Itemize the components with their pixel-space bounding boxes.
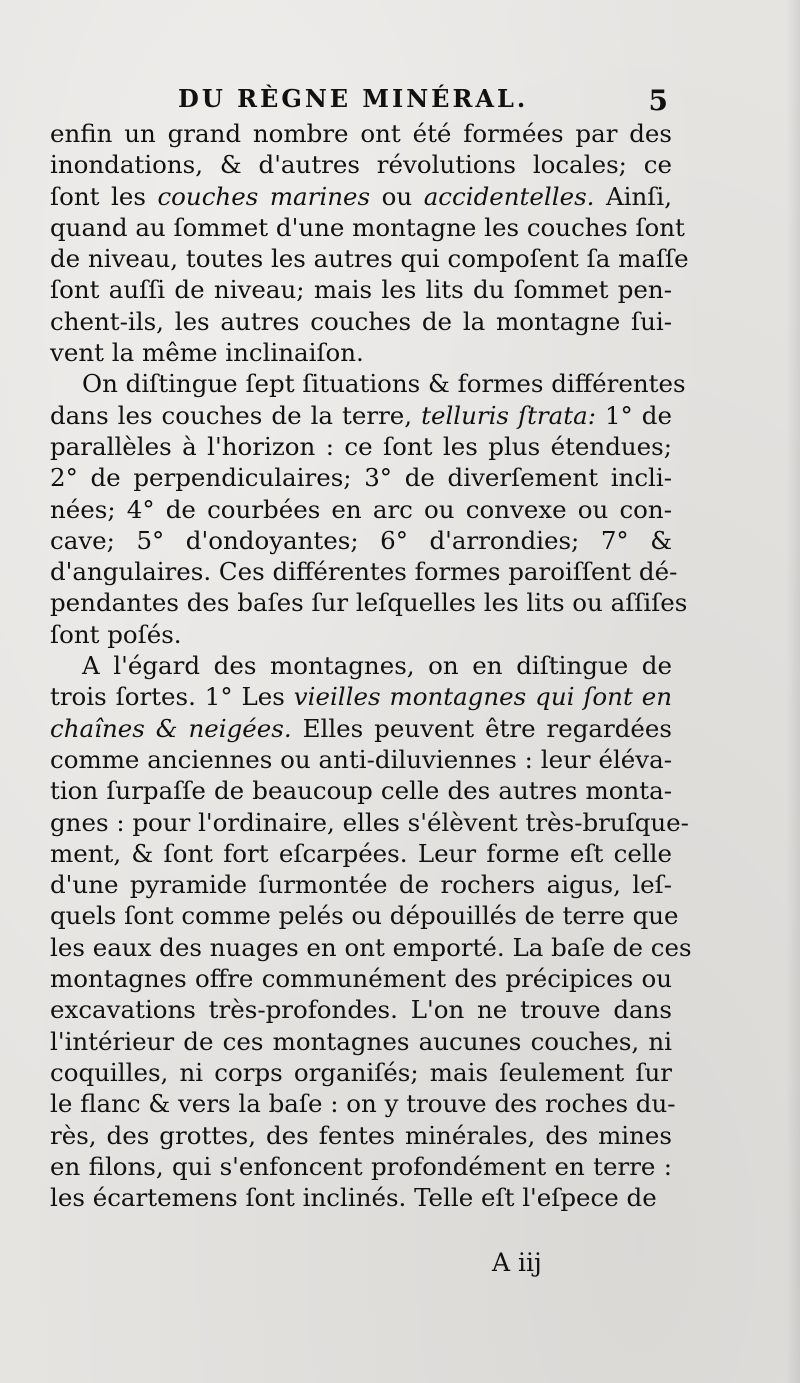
text-line [50, 1088, 676, 1119]
line-text: chent-ils, les autres couches de la montagne ſui- [50, 306, 672, 336]
text-line [50, 306, 672, 337]
line-text: en filons, qui s'enfoncent profondément en terre : [50, 1151, 672, 1181]
text-line [50, 869, 672, 900]
line-text: tion ſurpaſſe de beaucoup celle des autres monta- [50, 776, 672, 806]
line-text: 1° de [595, 400, 672, 430]
line-text: Ainſi, [594, 181, 672, 211]
line-text: de niveau, toutes les autres qui compoſent ſa maſſe [50, 244, 689, 274]
line-text: quand au ſommet d'une montagne les couches ſont [50, 212, 685, 242]
text-line [50, 1182, 672, 1213]
line-text: gnes : pour l'ordinaire, elles s'élèvent très-bruſque- [50, 807, 689, 837]
line-text: dans les couches de la terre, [50, 400, 422, 430]
text-line [50, 932, 692, 963]
line-text: ou [370, 181, 424, 211]
line-text: excavations très-profondes. L'on ne trouve dans [50, 995, 672, 1025]
text-line [50, 900, 679, 931]
line-text: parallèles à l'horizon : ce ſont les plus étendues; [50, 431, 672, 461]
text-line [50, 587, 688, 618]
line-text: ſont auſſi de niveau; mais les lits du ſommet pen- [50, 275, 672, 305]
line-text: trois ſortes. 1° Les [50, 682, 294, 712]
text-line [50, 650, 672, 681]
line-text: Elles peuvent être regardées [291, 713, 672, 743]
text-line [50, 181, 672, 212]
italic-text: accidentelles. [423, 181, 595, 211]
line-text: d'angulaires. Ces différentes formes paroiſſent dé- [50, 557, 678, 587]
text-line [50, 713, 672, 744]
line-text: montagnes offre communément des précipices ou [50, 964, 672, 994]
line-text: ment, & ſont fort eſcarpées. Leur forme eſt celle [50, 838, 672, 868]
line-text: enfin un grand nombre ont été formées par des [50, 119, 672, 148]
text-line [50, 838, 672, 869]
line-text: On diſtingue ſept ſituations & formes différentes [82, 369, 686, 399]
text-line [50, 212, 685, 243]
line-text: nées; 4° de courbées en arc ou convexe ou con- [50, 494, 672, 524]
text-line [50, 368, 686, 399]
text-line [50, 775, 672, 806]
line-text: cave; 5° d'ondoyantes; 6° d'arrondies; 7° & [50, 525, 672, 555]
page-edge-shadow [786, 0, 800, 1383]
text-line [50, 1120, 672, 1151]
line-text: ſont les [50, 181, 158, 211]
running-title: DU RÈGNE MINÉRAL. [178, 84, 529, 113]
italic-text: chaînes & neigées. [50, 713, 292, 743]
text-line [50, 400, 672, 431]
body-text [50, 118, 692, 1213]
line-text: coquilles, ni corps organiſés; mais ſeulement ſur [50, 1057, 672, 1087]
text-line [50, 431, 672, 462]
line-text: l'intérieur de ces montagnes aucunes couches, ni [50, 1026, 672, 1056]
line-text: pendantes des baſes ſur leſquelles les lits ou aſſiſes [50, 588, 688, 618]
line-text: rès, des grottes, des fentes minérales, des mines [50, 1120, 672, 1150]
text-line [50, 556, 678, 587]
text-line [50, 525, 672, 556]
text-line [50, 337, 672, 368]
line-text: d'une pyramide ſurmontée de rochers aigus, leſ- [50, 870, 672, 900]
text-line [50, 1057, 672, 1088]
line-text: 2° de perpendiculaires; 3° de diverſement incli- [50, 463, 672, 493]
text-line [50, 494, 672, 525]
line-text: ſont poſés. [50, 619, 182, 649]
text-line [50, 118, 672, 149]
italic-text: couches marines [157, 181, 371, 211]
text-line [50, 807, 689, 838]
line-text: les écartemens ſont inclinés. Telle eſt l'eſpece de [50, 1183, 657, 1213]
text-line [50, 994, 672, 1025]
line-text: A l'égard des montagnes, on en diſtingue de [82, 651, 672, 681]
italic-text: telluris ſtrata: [421, 400, 596, 430]
page-header [178, 84, 668, 116]
text-line [50, 1026, 672, 1057]
line-text: vent la même inclinaiſon. [50, 338, 364, 368]
text-line [50, 462, 672, 493]
line-text: quels ſont comme pelés ou dépouillés de terre que [50, 901, 679, 931]
line-text: les eaux des nuages en ont emporté. La baſe de ces [50, 932, 692, 962]
line-text: inondations, & d'autres révolutions locales; ce [50, 150, 672, 180]
text-line [50, 619, 672, 650]
text-line [50, 149, 672, 180]
text-line [50, 243, 689, 274]
text-line [50, 963, 672, 994]
italic-text: vieilles montagnes qui ſont en [293, 682, 672, 712]
text-line [50, 681, 672, 712]
line-text: le flanc & vers la baſe : on y trouve des roches du- [50, 1089, 676, 1119]
text-line [50, 744, 672, 775]
line-text: comme anciennes ou anti-diluviennes : leur éléva- [50, 744, 672, 774]
page-number: 5 [648, 84, 668, 117]
text-line [50, 1151, 672, 1182]
text-line [50, 274, 672, 305]
signature-mark: A iij [492, 1248, 542, 1277]
